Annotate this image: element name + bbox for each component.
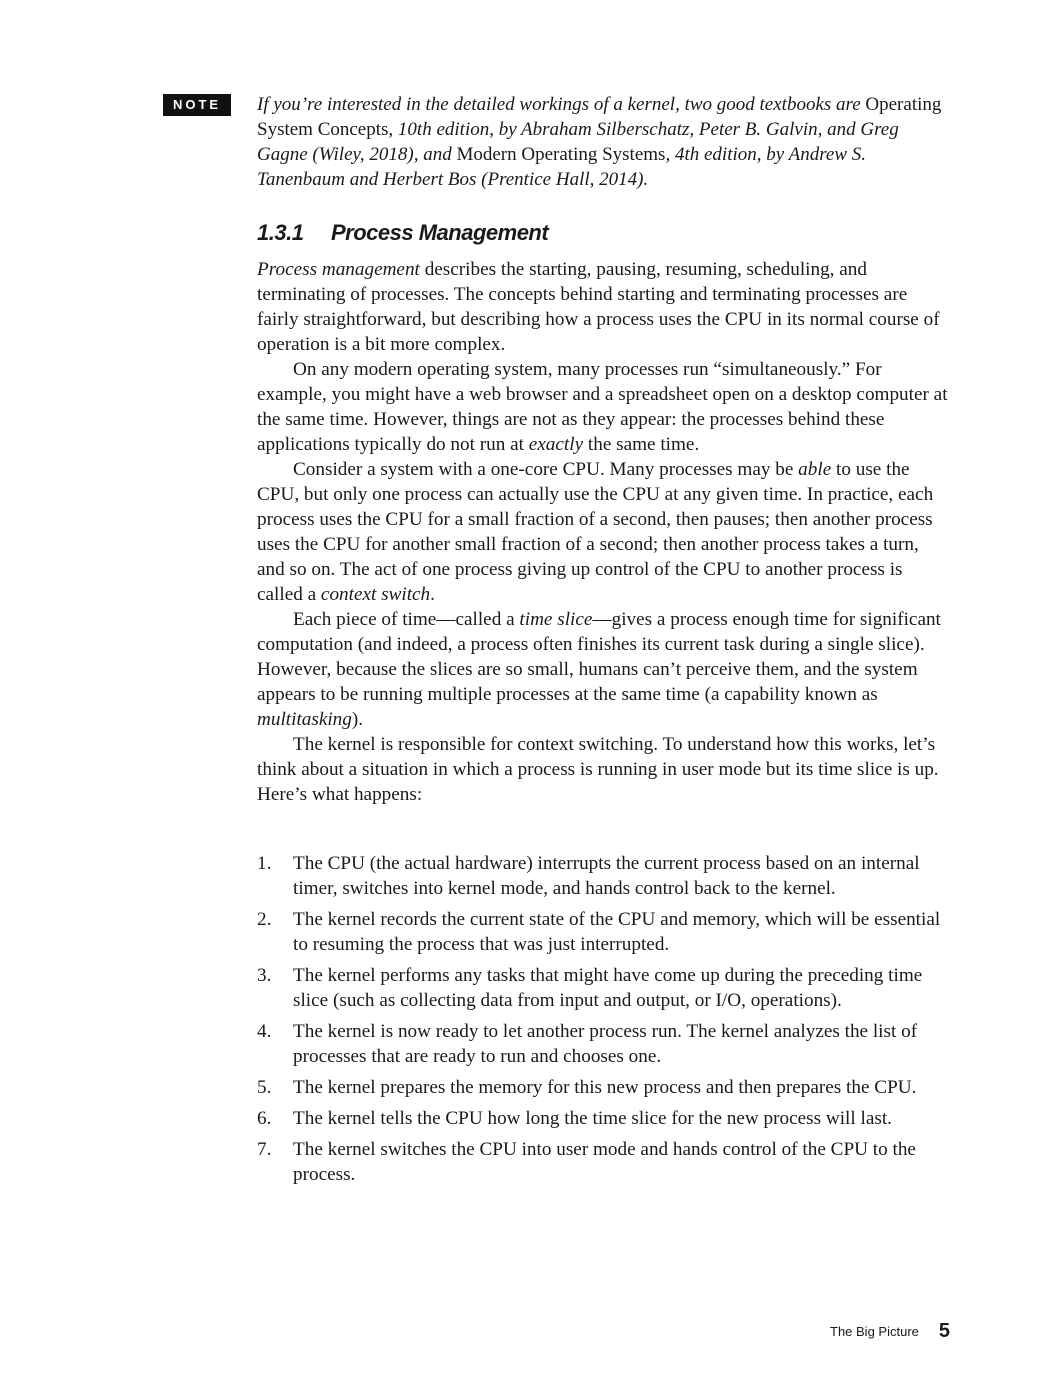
book-title-osc: Operating System Concepts [257, 94, 942, 140]
list-item [257, 1137, 950, 1187]
paragraph-text: . [430, 584, 435, 605]
paragraph [257, 357, 950, 457]
running-title: The Big Picture [830, 1324, 919, 1339]
section-number: 1.3.1 [257, 220, 304, 245]
body-text [257, 257, 950, 807]
paragraph-text: the same time. [583, 434, 700, 455]
list-item-text: The kernel is now ready to let another process run. The kernel analyzes the list of processes that are ready to run and chooses one. [293, 1021, 918, 1067]
list-number: 3. [257, 965, 272, 986]
list-number: 4. [257, 1021, 272, 1042]
list-item-text: The kernel performs any tasks that might have come up during the preceding time slice (such as collecting data from input and output, or I/O, operations). [293, 965, 923, 1011]
list-item [257, 1106, 950, 1131]
note-badge: NOTE [163, 94, 231, 116]
list-item-text: The kernel tells the CPU how long the time slice for the new process will last. [293, 1108, 892, 1129]
list-number: 1. [257, 853, 272, 874]
paragraph-text: to use the CPU, but only one process can actually use the CPU at any given time. In practice, each process uses the CPU for a small fraction of a second, then pauses; then another process uses the CPU for another small fraction of a second; then another process takes a turn, and so on. The act of one process giving up control of the CPU to another process is called a [257, 459, 934, 605]
list-item [257, 963, 950, 1013]
paragraph-text: On any modern operating system, many processes run “simultaneously.” For example, you might have a web browser and a spreadsheet open on a desktop computer at the same time. However, things are not as they appear: the processes behind these applications typically do not run at [257, 359, 948, 455]
list-item [257, 1019, 950, 1069]
list-item-text: The kernel prepares the memory for this new process and then prepares the CPU. [293, 1077, 917, 1098]
term-emphasis: able [798, 459, 832, 480]
paragraph-text: Consider a system with a one-core CPU. Many processes may be [293, 459, 799, 480]
list-item [257, 907, 950, 957]
section-heading [257, 220, 548, 246]
list-number: 6. [257, 1108, 272, 1129]
list-number: 5. [257, 1077, 272, 1098]
paragraph-text: —gives a process enough time for significant computation (and indeed, a process often finishes its current task during a single slice). However, because the slices are so small, humans can’t perceive them, and the system appears to be running multiple processes at the same time (a capability known as [257, 609, 941, 705]
paragraph [257, 457, 950, 607]
book-title-mos: Modern Operating Systems [456, 144, 666, 165]
term-emphasis: time slice [519, 609, 593, 630]
paragraph-text: ). [351, 709, 364, 730]
paragraph [257, 257, 950, 357]
list-item-text: The kernel records the current state of the CPU and memory, which will be essential to resuming the process that was just interrupted. [293, 909, 941, 955]
note-text-part: , 10th edition, by Abraham Silberschatz, Peter B. Galvin, and Greg Gagne (Wiley, 2018), and [257, 119, 899, 165]
page-footer [830, 1320, 950, 1343]
paragraph-text: The kernel is responsible for context switching. To understand how this works, let’s think about a situation in which a process is running in user mode but its time slice is up. Here’s what happens: [257, 734, 939, 805]
list-item-text: The kernel switches the CPU into user mode and hands control of the CPU to the process. [293, 1139, 916, 1185]
page-number: 5 [938, 1320, 950, 1342]
note-text-part: , 4th edition, by Andrew S. Tanenbaum and Herbert Bos (Prentice Hall, 2014). [257, 144, 866, 190]
term-emphasis: context switch [320, 584, 431, 605]
paragraph-text: Each piece of time—called a [293, 609, 520, 630]
list-item [257, 1075, 950, 1100]
paragraph [257, 732, 950, 807]
list-number: 2. [257, 909, 272, 930]
paragraph [257, 607, 950, 732]
term-emphasis: Process management [257, 259, 420, 280]
paragraph-text: describes the starting, pausing, resuming, scheduling, and terminating of processes. The concepts behind starting and terminating processes are fairly straightforward, but describing how a process uses the CPU in its normal course of operation is a bit more complex. [257, 259, 940, 355]
list-number: 7. [257, 1139, 272, 1160]
note-text [257, 92, 947, 192]
note-text-part: If you’re interested in the detailed workings of a kernel, two good textbooks are [257, 94, 866, 115]
section-title: Process Management [331, 220, 549, 245]
term-emphasis: exactly [528, 434, 584, 455]
list-item-text: The CPU (the actual hardware) interrupts the current process based on an internal timer, switches into kernel mode, and hands control back to the kernel. [293, 853, 920, 899]
term-emphasis: multitasking [257, 709, 352, 730]
list-item [257, 851, 950, 901]
steps-list [257, 851, 950, 1193]
